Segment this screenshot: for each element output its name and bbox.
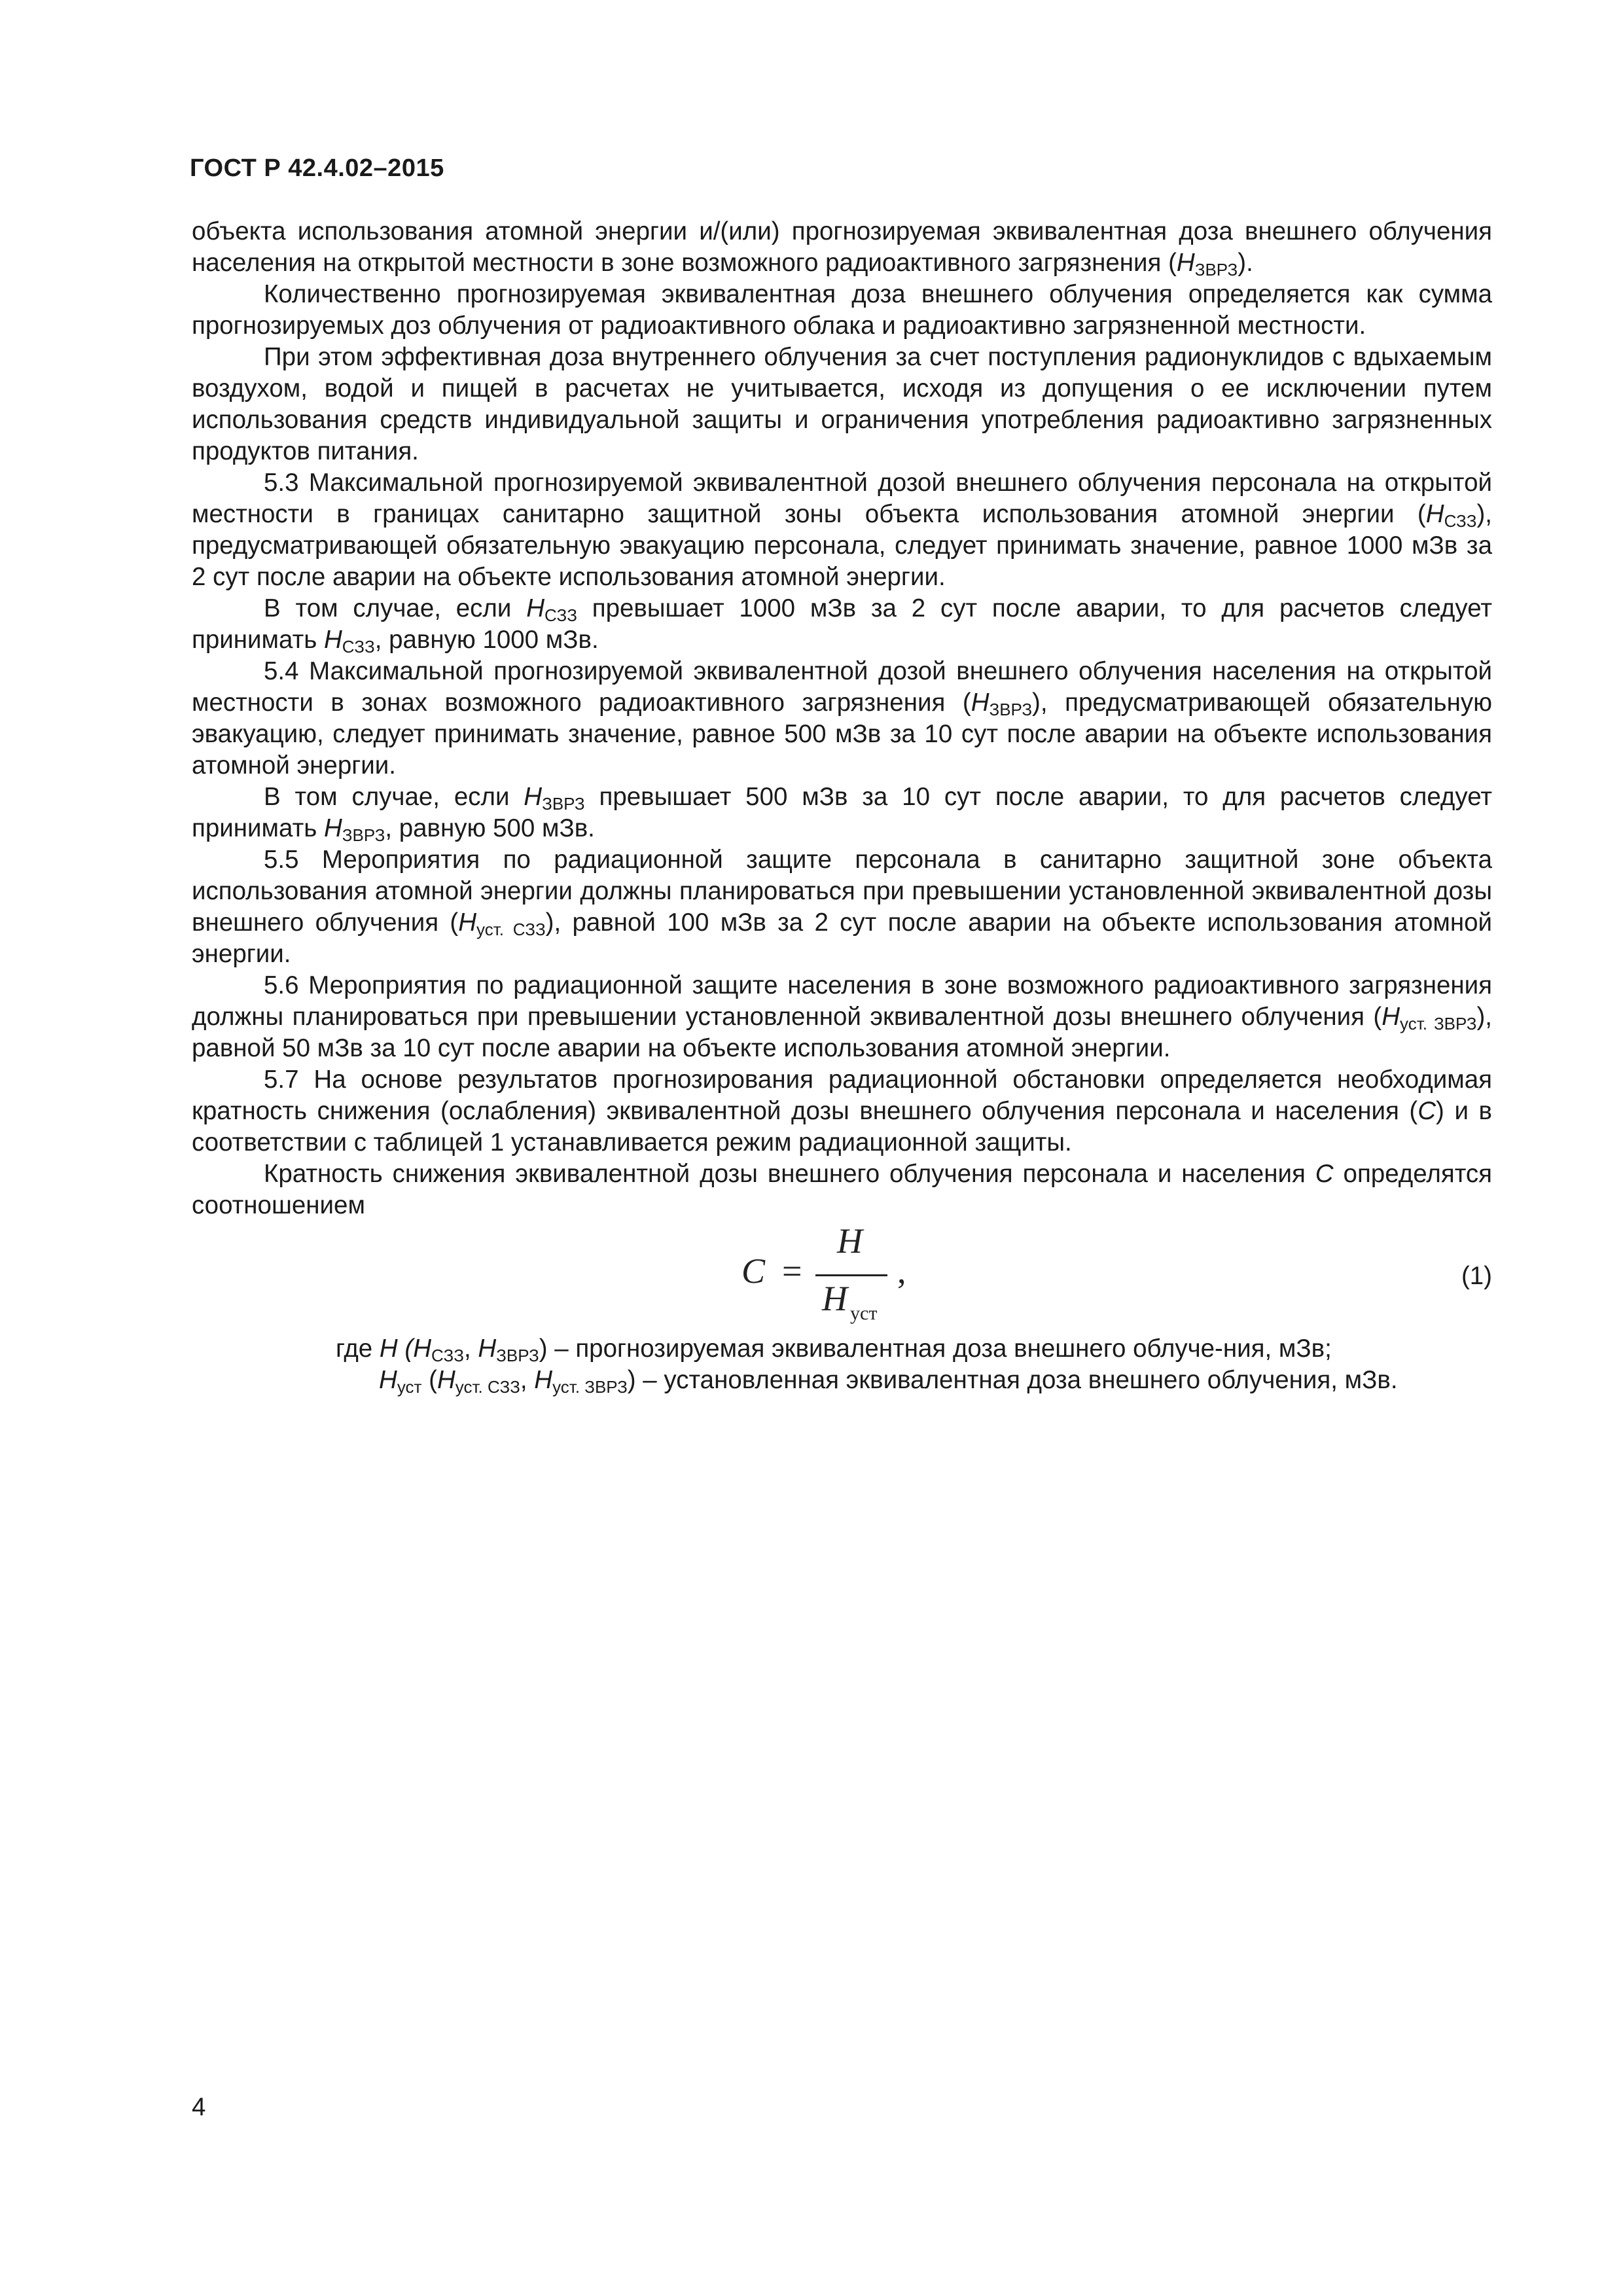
symbol-h: H [1382, 1003, 1400, 1031]
text-run: В том случае, если [264, 594, 527, 622]
text-run: , [463, 1335, 478, 1363]
subscript-zvrz: ЗВРЗ [496, 1346, 539, 1365]
symbol-h: H [534, 1366, 553, 1394]
text-run: 5.7 На основе результатов прогнозирования радиационной обстановки определяется необходимая кратность снижения (ослабления) эквивалентной дозы внешнего облучения персонала и населения ( [192, 1066, 1492, 1125]
subscript-ust-szz: уст. СЗЗ [455, 1377, 520, 1397]
text-run: определятся соотношением [192, 1160, 1492, 1219]
where-line-2 [192, 1365, 1492, 1396]
formula-number: (1) [1461, 1262, 1492, 1290]
paragraph-ratio [192, 1158, 1492, 1221]
document-code-header: ГОСТ Р 42.4.02–2015 [190, 154, 444, 182]
subscript-ust-zvrz: уст. ЗВРЗ [552, 1377, 628, 1397]
formula-block [192, 1221, 1492, 1333]
subscript-szz: СЗЗ [342, 637, 375, 656]
symbol-h: H [526, 594, 545, 622]
paragraph-continuation [192, 216, 1492, 279]
text-run: , равную 500 мЗв. [385, 814, 595, 842]
text-run: ( [421, 1366, 437, 1394]
symbol-h: H [323, 626, 342, 654]
text-run: , равную 1000 мЗв. [374, 626, 599, 654]
where-line-1 [192, 1333, 1492, 1365]
subscript-szz: СЗЗ [544, 605, 577, 625]
subscript-zvrz: ЗВРЗ [542, 794, 585, 814]
denominator-symbol: H [822, 1279, 847, 1318]
formula-fraction [815, 1221, 887, 1324]
formula-lhs: C [741, 1251, 766, 1291]
paragraph-5-4-case [192, 781, 1492, 844]
symbol-h: H [323, 814, 342, 842]
text-run: ), предусматривающей обязательную эвакуацию персонала, следует принимать значение, равное 1000 мЗв за 2 сут после аварии на объекте использования атомной энергии. [192, 500, 1492, 591]
subscript-zvrz: ЗВРЗ [989, 700, 1033, 719]
subscript-ust-szz: уст. СЗЗ [476, 920, 546, 939]
symbol-h: H [1425, 500, 1444, 528]
subscript-ust: уст [397, 1377, 422, 1397]
page-number: 4 [192, 2093, 206, 2121]
symbol-h: H [458, 908, 477, 937]
text-run: ), равной 50 мЗв за 10 сут после аварии на объекте использования атомной энергии. [192, 1003, 1492, 1062]
text-run: ) – установленная эквивалентная доза внешнего облучения, мЗв. [627, 1366, 1398, 1394]
text-run: ) – прогнозируемая эквивалентная доза внешнего облуче-ния, мЗв; [539, 1335, 1332, 1363]
subscript-szz: СЗЗ [1444, 511, 1477, 531]
symbol-h: H [379, 1335, 398, 1363]
symbol-h: H [437, 1366, 455, 1394]
paragraph-5-4 [192, 656, 1492, 781]
paragraph-5-6 [192, 970, 1492, 1064]
subscript-ust-zvrz: уст. ЗВРЗ [1400, 1014, 1477, 1033]
symbol-h: H [478, 1335, 497, 1363]
text-run: ), равной 100 мЗв за 2 сут после аварии на объекте использования атомной энергии. [192, 908, 1492, 968]
text-run: 5.5 Мероприятия по радиационной защите персонала в санитарно защитной зоне объекта использования атомной энергии должны планироваться при превышении установленной эквивалентной дозы внешнего облучения ( [192, 846, 1492, 937]
text-run: где [336, 1335, 380, 1363]
text-run: объекта использования атомной энергии и/(или) прогнозируемая эквивалентная доза внешнего облучения населения на открытой местности в зоне возможного радиоактивного загрязнения ( [192, 217, 1492, 277]
symbol-h: H [1176, 249, 1195, 277]
text-run: В том случае, если [264, 783, 524, 811]
text-run: , [520, 1366, 535, 1394]
text-run: превышает 500 мЗв за 10 сут после аварии, то для расчетов следует принимать [192, 783, 1492, 842]
symbol-h: H [971, 689, 990, 717]
subscript-zvrz: ЗВРЗ [1194, 260, 1238, 279]
symbol-h: H [379, 1366, 397, 1394]
text-run: 5.3 Максимальной прогнозируемой эквивалентной дозой внешнего облучения персонала на открытой местности в границах санитарно защитной зоны объекта использования атомной энергии ( [192, 469, 1492, 528]
denominator-subscript: уст [850, 1302, 878, 1324]
fraction-bar [815, 1274, 887, 1276]
formula-comma: , [897, 1251, 906, 1291]
text-run: ) и в соответствии с таблицей 1 устанавливается режим радиационной защиты. [192, 1097, 1492, 1157]
text-run: ), предусматривающей обязательную эвакуацию, следует принимать значение, равное 500 мЗв за 10 сут после аварии на объекте использования атомной энергии. [192, 689, 1492, 780]
text-run: 5.4 Максимальной прогнозируемой эквивалентной дозой внешнего облучения населения на открытой местности в зонах возможного радиоактивного загрязнения ( [192, 657, 1492, 717]
document-body [192, 216, 1492, 1396]
text-run: ). [1238, 249, 1253, 277]
symbol-h: H [524, 783, 543, 811]
paragraph-5-5 [192, 844, 1492, 970]
formula-numerator: H [837, 1221, 863, 1261]
paragraph-5-3-case [192, 593, 1492, 656]
subscript-zvrz: ЗВРЗ [342, 825, 385, 845]
paragraph-quantitative: Количественно прогнозируемая эквивалентная доза внешнего облучения определяется как сумма прогнозируемых доз облучения от радиоактивного облака и радиоактивно загрязненной местности. [192, 280, 1492, 340]
symbol-c: С [1315, 1160, 1334, 1188]
paragraph-internal-dose: При этом эффективная доза внутреннего облучения за счет поступления радионуклидов с вдыхаемым воздухом, водой и пищей в расчетах не учитывается, исходя из допущения о ее исключении путем использования средств индивидуальной защиты и ограничения употребления радиоактивно загрязненных продуктов питания. [192, 343, 1492, 465]
symbol-h: H [413, 1335, 432, 1363]
subscript-szz: СЗЗ [431, 1346, 464, 1365]
paragraph-5-3 [192, 467, 1492, 593]
text-run: превышает 1000 мЗв за 2 сут после аварии, то для расчетов следует принимать [192, 594, 1492, 654]
formula-equals: = [782, 1251, 802, 1291]
paragraph-5-7 [192, 1064, 1492, 1158]
text-run: Кратность снижения эквивалентной дозы внешнего облучения персонала и населения [264, 1160, 1315, 1188]
text-run: 5.6 Мероприятия по радиационной защите населения в зоне возможного радиоактивного загрязнения должны планироваться при превышении установленной эквивалентной дозы внешнего облучения ( [192, 971, 1492, 1031]
formula-denominator [822, 1279, 878, 1329]
symbol-c: С [1418, 1097, 1436, 1125]
text-run: ( [397, 1335, 414, 1363]
